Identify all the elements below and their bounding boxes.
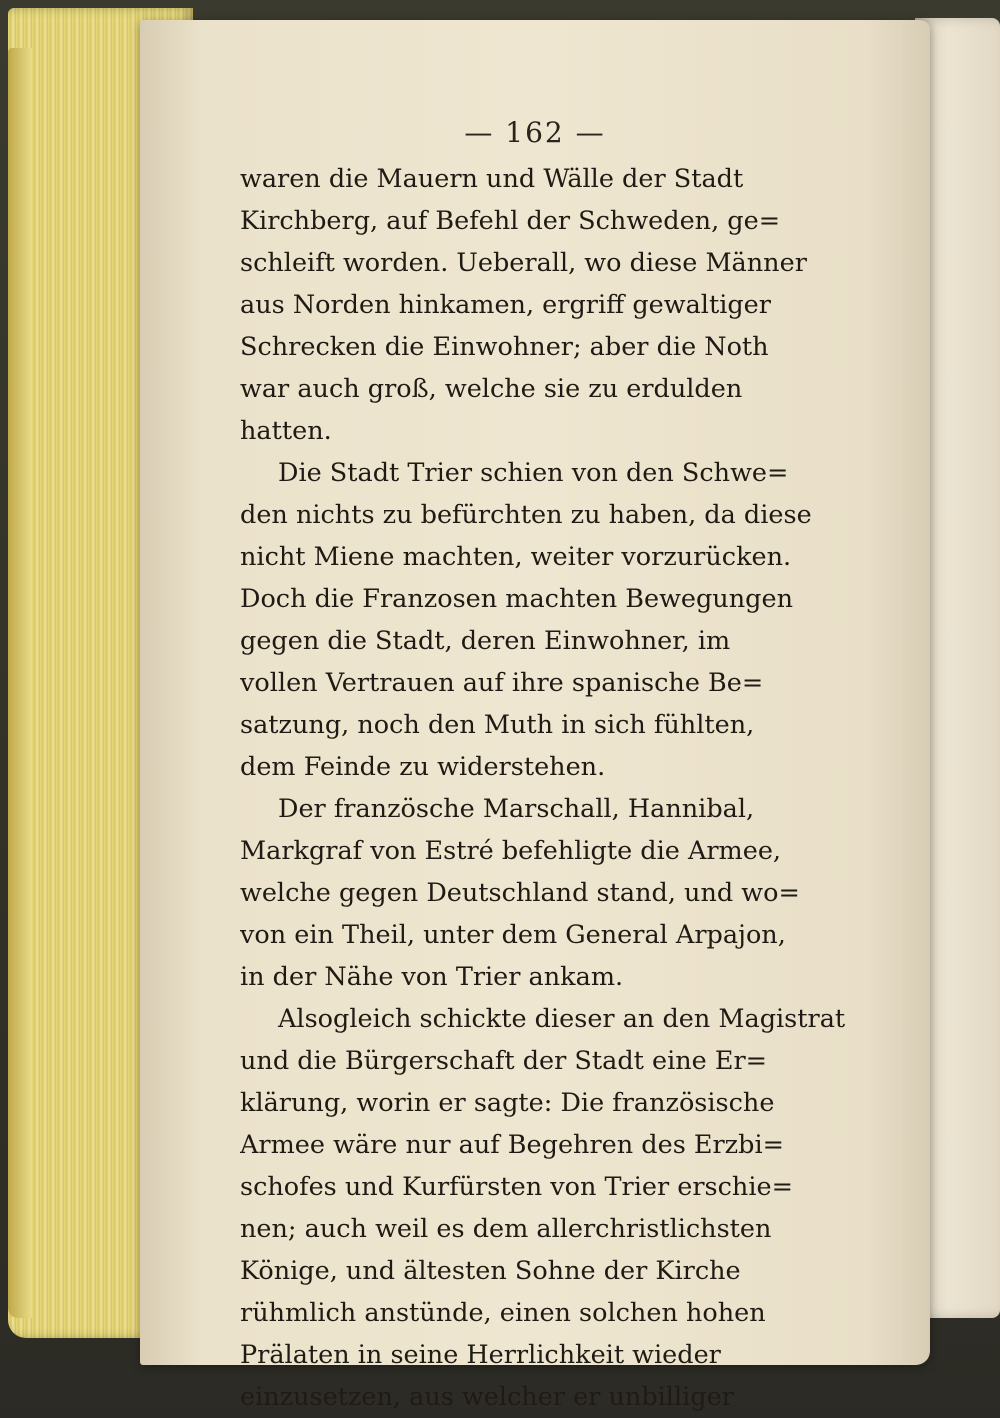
- text-line: Prälaten in seine Herrlichkeit wieder: [240, 1340, 721, 1370]
- text-line: Markgraf von Estré befehligte die Armee,: [240, 836, 782, 866]
- text-line: gegen die Stadt, deren Einwohner, im: [240, 626, 731, 656]
- text-line: welche gegen Deutschland stand, und wo=: [240, 878, 800, 908]
- text-line: klärung, worin er sagte: Die französische: [240, 1088, 775, 1118]
- text-line: schleift worden. Ueberall, wo diese Männer: [240, 248, 807, 278]
- text-line: waren die Mauern und Wälle der Stadt: [240, 164, 744, 194]
- text-line: Schrecken die Einwohner; aber die Noth: [240, 332, 769, 362]
- page-text: [240, 158, 920, 1418]
- text-line: Doch die Franzosen machten Bewegungen: [240, 584, 793, 614]
- text-line: Könige, und ältesten Sohne der Kirche: [240, 1256, 741, 1286]
- text-line: aus Norden hinkamen, ergriff gewaltiger: [240, 290, 771, 320]
- text-line: Die Stadt Trier schien von den Schwe=: [278, 458, 789, 488]
- text-line: Kirchberg, auf Befehl der Schweden, ge=: [240, 206, 781, 236]
- text-line: Der französche Marschall, Hannibal,: [278, 794, 755, 824]
- page-stack-edge: [8, 48, 32, 1318]
- text-line: dem Feinde zu widerstehen.: [240, 752, 606, 782]
- text-line: den nichts zu befürchten zu haben, da diese: [240, 500, 812, 530]
- text-line: nicht Miene machten, weiter vorzurücken.: [240, 542, 792, 572]
- text-line: vollen Vertrauen auf ihre spanische Be=: [240, 668, 764, 698]
- text-line: Alsogleich schickte dieser an den Magistrat: [278, 1004, 846, 1034]
- text-line: war auch groß, welche sie zu erdulden: [240, 374, 743, 404]
- text-line: schofes und Kurfürsten von Trier erschie=: [240, 1172, 793, 1202]
- text-line: Armee wäre nur auf Begehren des Erzbi=: [240, 1130, 784, 1160]
- text-line: satzung, noch den Muth in sich fühlten,: [240, 710, 755, 740]
- text-line: und die Bürgerschaft der Stadt eine Er=: [240, 1046, 768, 1076]
- text-line: von ein Theil, unter dem General Arpajon,: [240, 920, 786, 950]
- text-line: rühmlich anstünde, einen solchen hohen: [240, 1298, 766, 1328]
- text-line: hatten.: [240, 416, 332, 446]
- text-line: nen; auch weil es dem allerchristlichsten: [240, 1214, 772, 1244]
- text-line: einzusetzen, aus welcher er unbilliger: [240, 1382, 734, 1412]
- text-line: in der Nähe von Trier ankam.: [240, 962, 624, 992]
- page-number: — 162 —: [464, 116, 606, 149]
- book-page: [140, 20, 930, 1412]
